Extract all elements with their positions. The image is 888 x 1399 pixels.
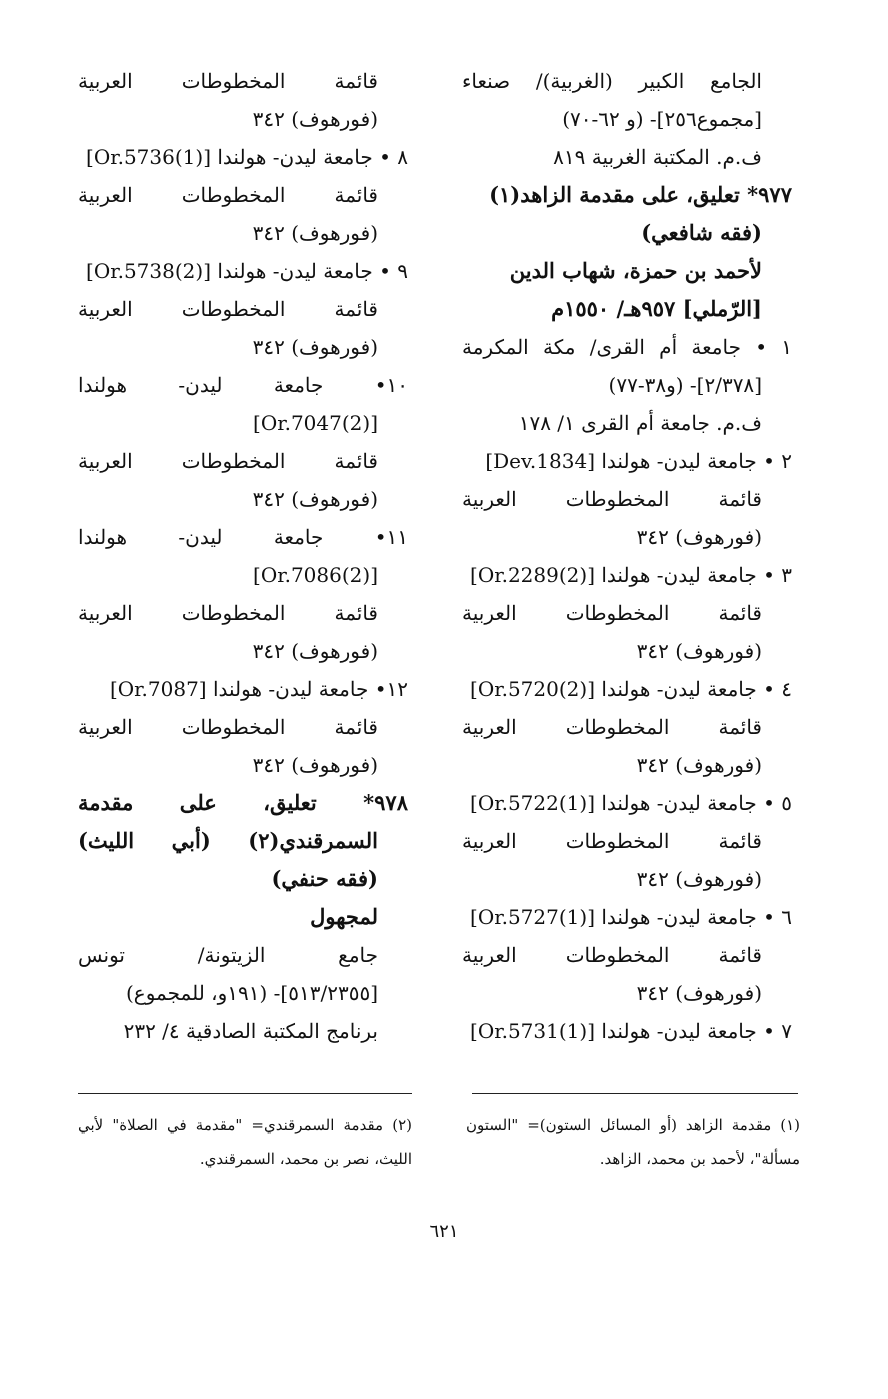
text-line: قائمة المخطوطات العربية: [78, 69, 378, 93]
text-line: (فورهوف) ٣٤٢: [636, 981, 762, 1005]
text-line: لأحمد بن حمزة، شهاب الدين: [509, 258, 762, 283]
text-line: ٣ • جامعة ليدن- هولندا [Or.2289(2)]: [470, 563, 792, 587]
text-line: (فقه حنفي): [271, 866, 378, 891]
text-line: [الرّملي] ٩٥٧هـ/ ١٥٥٠م: [551, 296, 762, 321]
text-line: ١٢• جامعة ليدن- هولندا [Or.7087]: [109, 677, 408, 701]
text-line: قائمة المخطوطات العربية: [462, 601, 762, 625]
text-line: ٢ • جامعة ليدن- هولندا [Dev.1834]: [485, 449, 792, 473]
text-line: (فورهوف) ٣٤٢: [252, 221, 378, 245]
text-line: ٩٧٧* تعليق، على مقدمة الزاهد(١): [489, 182, 792, 207]
text-line: ٦ • جامعة ليدن- هولندا [Or.5727(1)]: [470, 905, 792, 929]
text-line: [٢/٣٧٨]- (و٣٨-٧٧): [608, 373, 762, 397]
text-line: (فورهوف) ٣٤٢: [252, 335, 378, 359]
text-line: [Or.7047(2)]: [253, 411, 378, 435]
text-line: لمجهول: [310, 904, 378, 929]
text-line: [مجموع٢٥٦]- (و ٦٢-٧٠): [562, 107, 762, 131]
text-line: (فورهوف) ٣٤٢: [252, 753, 378, 777]
text-line: ١٠• جامعة ليدن- هولندا: [78, 373, 408, 397]
text-line: (فورهوف) ٣٤٢: [252, 487, 378, 511]
footnote-separator-left: [78, 1093, 412, 1094]
page-number: ٦٢١: [429, 1221, 459, 1242]
text-line: ف.م. جامعة أم القرى ١/ ١٧٨: [518, 411, 762, 435]
right-column: [462, 62, 792, 1050]
text-line: (فورهوف) ٣٤٢: [636, 753, 762, 777]
text-line: جامع الزيتونة/ تونس: [78, 943, 378, 967]
text-line: قائمة المخطوطات العربية: [78, 297, 378, 321]
text-line: ٧ • جامعة ليدن- هولندا [Or.5731(1)]: [470, 1019, 792, 1043]
text-line: الجامع الكبير (الغربية)/ صنعاء: [462, 69, 762, 93]
text-line: قائمة المخطوطات العربية: [78, 715, 378, 739]
text-line: ٩ • جامعة ليدن- هولندا [Or.5738(2)]: [86, 259, 408, 283]
text-line: ٩٧٨* تعليق، على مقدمة: [78, 790, 408, 815]
text-line: (فورهوف) ٣٤٢: [636, 867, 762, 891]
text-line: ٤ • جامعة ليدن- هولندا [Or.5720(2)]: [470, 677, 792, 701]
text-line: قائمة المخطوطات العربية: [462, 829, 762, 853]
text-line: ١١• جامعة ليدن- هولندا: [78, 525, 408, 549]
text-line: [٥١٣/٢٣٥٥]- (١٩١و، للمجموع): [125, 981, 378, 1005]
text-line: ١ • جامعة أم القرى/ مكة المكرمة: [462, 335, 792, 359]
text-line: ٨ • جامعة ليدن- هولندا [Or.5736(1)]: [86, 145, 408, 169]
text-line: السمرقندي(٢) (أبي الليث): [78, 828, 378, 853]
text-line: (فورهوف) ٣٤٢: [252, 639, 378, 663]
text-line: قائمة المخطوطات العربية: [78, 183, 378, 207]
text-line: (فورهوف) ٣٤٢: [252, 107, 378, 131]
footnote-left: (٢) مقدمة السمرقندي= "مقدمة في الصلاة" لأبي الليث، نصر بن محمد، السمرقندي.: [78, 1116, 412, 1168]
footnote-separator-right: [472, 1093, 798, 1094]
text-line: (فقه شافعي): [641, 220, 762, 245]
text-line: قائمة المخطوطات العربية: [462, 487, 762, 511]
text-line: برنامج المكتبة الصادقية ٤/ ٢٣٢: [123, 1019, 378, 1043]
text-line: قائمة المخطوطات العربية: [78, 449, 378, 473]
text-line: (فورهوف) ٣٤٢: [636, 639, 762, 663]
text-line: (فورهوف) ٣٤٢: [636, 525, 762, 549]
text-line: قائمة المخطوطات العربية: [78, 601, 378, 625]
left-column: [78, 62, 408, 1050]
text-line: ف.م. المكتبة الغربية ٨١٩: [553, 145, 762, 169]
text-line: ٥ • جامعة ليدن- هولندا [Or.5722(1)]: [470, 791, 792, 815]
text-line: [Or.7086(2)]: [253, 563, 378, 587]
footnote-right: (١) مقدمة الزاهد (أو المسائل الستون)= "الستون مسألة"، لأحمد بن محمد، الزاهد.: [466, 1116, 800, 1168]
text-line: قائمة المخطوطات العربية: [462, 715, 762, 739]
text-line: قائمة المخطوطات العربية: [462, 943, 762, 967]
